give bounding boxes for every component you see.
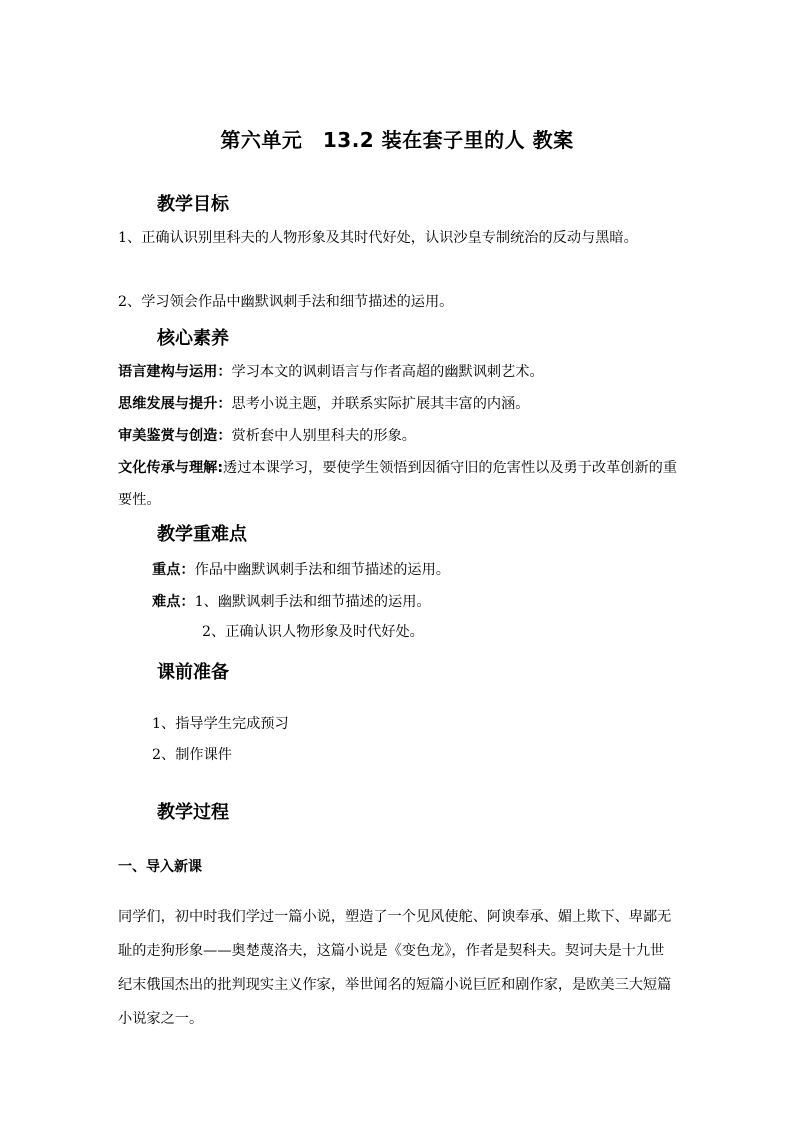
objective-item-2: 2、学习领会作品中幽默讽刺手法和细节描述的运用。 [118,294,454,310]
process-section-title: 一、导入新课 [118,859,202,875]
keypoints-heading: 教学重难点 [157,524,247,545]
literacy-label-language: 语言建构与运用： [118,364,232,380]
literacy-heading: 核心素养 [157,328,229,349]
page-title: 第六单元 13.2 装在套子里的人 教案 [220,128,574,152]
literacy-text-thinking: 思考小说主题，并联系实际扩展其丰富的内涵。 [231,396,530,412]
preparation-item-2: 2、制作课件 [152,747,232,763]
literacy-label-thinking: 思维发展与提升： [118,396,232,412]
literacy-item-thinking [118,388,678,421]
literacy-text-aesthetic: 赏析套中人别里科夫的形象。 [231,428,416,444]
keypoints-difficulty [152,590,431,614]
keypoints-difficulty-item-1: 1、幽默讽刺手法和细节描述的运用。 [194,594,431,610]
literacy-text-language: 学习本文的讽刺语言与作者高超的幽默讽刺艺术。 [231,364,544,380]
keypoints-difficulty-label: 难点： [152,594,195,610]
process-intro-paragraph: 同学们，初中时我们学过一篇小说，塑造了一个见风使舵、阿谀奉承、媚上欺下、卑鄙无耻的走狗形象——奥楚蔑洛夫，这篇小说是《变色龙》，作者是契科夫。契诃夫是十九世纪末俄国杰出的批判现实主义作家，举世闻名的短篇小说巨匠和剧作家，是欧美三大短篇小说家之一。 [118,909,672,1027]
preparation-item-1: 1、指导学生完成预习 [152,716,289,732]
keypoints-focus-label: 重点： [152,562,195,578]
literacy-item-language [118,356,678,389]
keypoints-focus [152,558,450,582]
objectives-heading: 教学目标 [157,194,229,215]
literacy-label-culture: 文化传承与理解: [118,460,223,476]
keypoints-focus-text: 作品中幽默讽刺手法和细节描述的运用。 [194,562,450,578]
literacy-label-aesthetic: 审美鉴赏与创造： [118,428,232,444]
process-heading: 教学过程 [157,802,229,823]
literacy-item-aesthetic [118,420,678,453]
keypoints-difficulty-item-2: 2、正确认识人物形象及时代好处。 [202,624,424,640]
literacy-text-culture: 透过本课学习，要使学生领悟到因循守旧的危害性以及勇于改革创新的重要性。 [118,460,678,508]
preparation-heading: 课前准备 [157,662,229,683]
objective-item-1: 1、正确认识别里科夫的人物形象及其时代好处，认识沙皇专制统治的反动与黑暗。 [118,230,638,246]
literacy-item-culture [118,452,678,516]
